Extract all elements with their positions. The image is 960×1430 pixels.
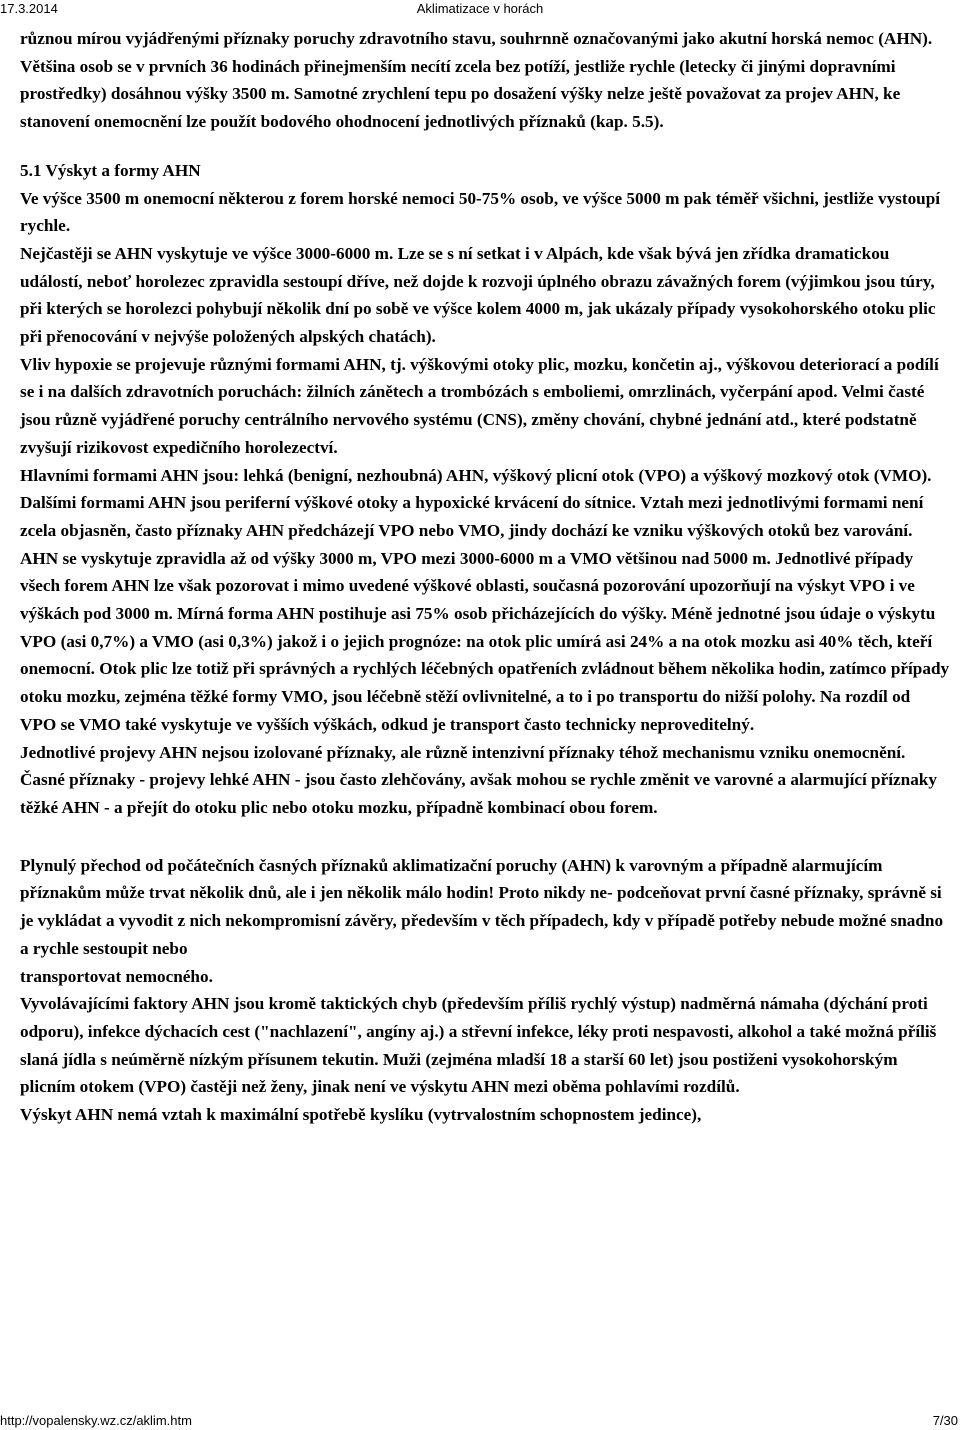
spacer	[20, 136, 950, 157]
paragraph-transition-end: transportovat nemocného.	[20, 966, 213, 986]
page-footer	[0, 1413, 960, 1430]
print-date: 17.3.2014	[0, 1, 58, 16]
paragraph-factors: Vyvolávajícími faktory AHN jsou kromě taktických chyb (především příliš rychlý výstup) nadměrná námaha (dýchání proti odporu), infekce dýchacích cest ("nachlazení", angíny aj.) a střevní infekce, léky proti nespavosti, alkohol a také možná příliš slaná jídla s neúměrně nízkým přísunem tekutin. Muži (zejména mladší 18 a starší 60 let) jsou postiženi vysokohorským plicním otokem (VPO) častěji než ženy, jinak není ve výskytu AHN mezi oběma pohlavími rozdílů.	[20, 994, 937, 1097]
paragraph-main-forms: Hlavními formami AHN jsou: lehká (benigní, nezhoubná) AHN, výškový plicní otok (VPO) a výškový mozkový otok (VMO). Dalšími formami AHN jsou periferní výškové otoky a hypoxické krvácení do sítnice. Vztah mezi jednotlivými formami není zcela objasněn, často příznaky AHN předcházejí VPO nebo VMO, jindy dochází ke vzniku výškových otoků bez varování.	[20, 465, 932, 540]
section-heading: 5.1 Výskyt a formy AHN	[20, 160, 201, 180]
spacer	[20, 822, 950, 852]
page-header	[0, 0, 960, 20]
paragraph-oxygen: Výskyt AHN nemá vztah k maximální spotřebě kyslíku (vytrvalostním schopnostem jedince),	[20, 1105, 702, 1125]
article-body	[20, 25, 950, 1129]
paragraph-altitude-range: Nejčastěji se AHN vyskytuje ve výšce 3000-6000 m. Lze se s ní setkat i v Alpách, kde však bývá jen zřídka dramatickou událostí, neboť horolezec zpravidla sestoupí dříve, než dojde k rozvoji úplného obrazu závažných forem (výjimkou jsou túry, při kterých se horolezci pohybují několik dní po sobě ve výšce kolem 4000 m, jak ukázaly případy vysokohorského otoku plic při přenocování v nejvýše položených alpských chatách).	[20, 243, 936, 347]
page-title: Aklimatizace v horách	[416, 1, 544, 16]
paragraph-hypoxia: Vliv hypoxie se projevuje různými formami AHN, tj. výškovými otoky plic, mozku, končetin aj., výškovou deteriorací a podílí se i na dalších zdravotních poruchách: žilních zánětech a trombózách s emboliemi, omrzlinách, vyčerpání apod. Velmi časté jsou různě vyjádřené poruchy centrálního nervového systému (CNS), změny chování, chybné jednání atd., které podstatně zvyšují rizikovost expedičního horolezectví.	[20, 354, 939, 457]
page-number: 7/30	[932, 1413, 958, 1428]
source-url: http://vopalensky.wz.cz/aklim.htm	[0, 1413, 192, 1428]
paragraph-intro: různou mírou vyjádřenými příznaky poruchy zdravotního stavu, souhrnně označovanými jako akutní horská nemoc (AHN). Většina osob se v prvních 36 hodinách přinejmenším necítí zcela bez potíží, jestliže rychle (letecky či jinými dopravními prostředky) dosáhnou výšky 3500 m. Samotné zrychlení tepu po dosažení výšky nelze ještě považovat za projev AHN, ke stanovení onemocnění lze použít bodového ohodnocení jednotlivých příznaků (kap. 5.5).	[20, 29, 933, 132]
paragraph-incidence: AHN se vyskytuje zpravidla až od výšky 3000 m, VPO mezi 3000-6000 m a VMO většinou nad 5000 m. Jednotlivé případy všech forem AHN lze však pozorovat i mimo uvedené výškové oblasti, současná pozorování upozorňují na výskyt VPO i ve výškách pod 3000 m. Mírná forma AHN postihuje asi 75% osob přicházejících do výšky. Méně jednotné jsou údaje o výskytu VPO (asi 0,7%) a VMO (asi 0,3%) jakož i o jejich prognóze: na otok plic umírá asi 24% a na otok mozku asi 40% těch, kteří onemocní. Otok plic lze totiž při správných a rychlých léčebných opatřeních zvládnout během několika hodin, zatímco případy otoku mozku, zejména těžké formy VMO, jsou léčebně stěží ovlivnitelné, a to i po transportu do nižší polohy. Na rozdíl od VPO se VMO také vyskytuje ve vyšších výškách, odkud je transport často technicky neproveditelný.	[20, 548, 950, 734]
paragraph-transition: Plynulý přechod od počátečních časných příznaků aklimatizační poruchy (AHN) k varovným a případně alarmujícím příznakům může trvat několik dnů, ale i jen několik málo hodin! Proto nikdy ne- podceňovat první časné příznaky, správně si je vykládat a vyvodit z nich nekompromisní závěry, především v těch případech, kdy v případě potřeby nebude možné snadno a rychle sestoupit nebo	[20, 855, 944, 958]
paragraph-occurrence: Ve výšce 3500 m onemocní některou z forem horské nemoci 50-75% osob, ve výšce 5000 m pak téměř všichni, jestliže vystoupí rychle.	[20, 188, 941, 236]
paragraph-symptoms: Jednotlivé projevy AHN nejsou izolované příznaky, ale různě intenzivní příznaky téhož mechanismu vzniku onemocnění. Časné příznaky - projevy lehké AHN - jsou často zlehčovány, avšak mohou se rychle změnit ve varovné a alarmující příznaky těžké AHN - a přejít do otoku plic nebo otoku mozku, případně kombinací obou forem.	[20, 742, 937, 817]
